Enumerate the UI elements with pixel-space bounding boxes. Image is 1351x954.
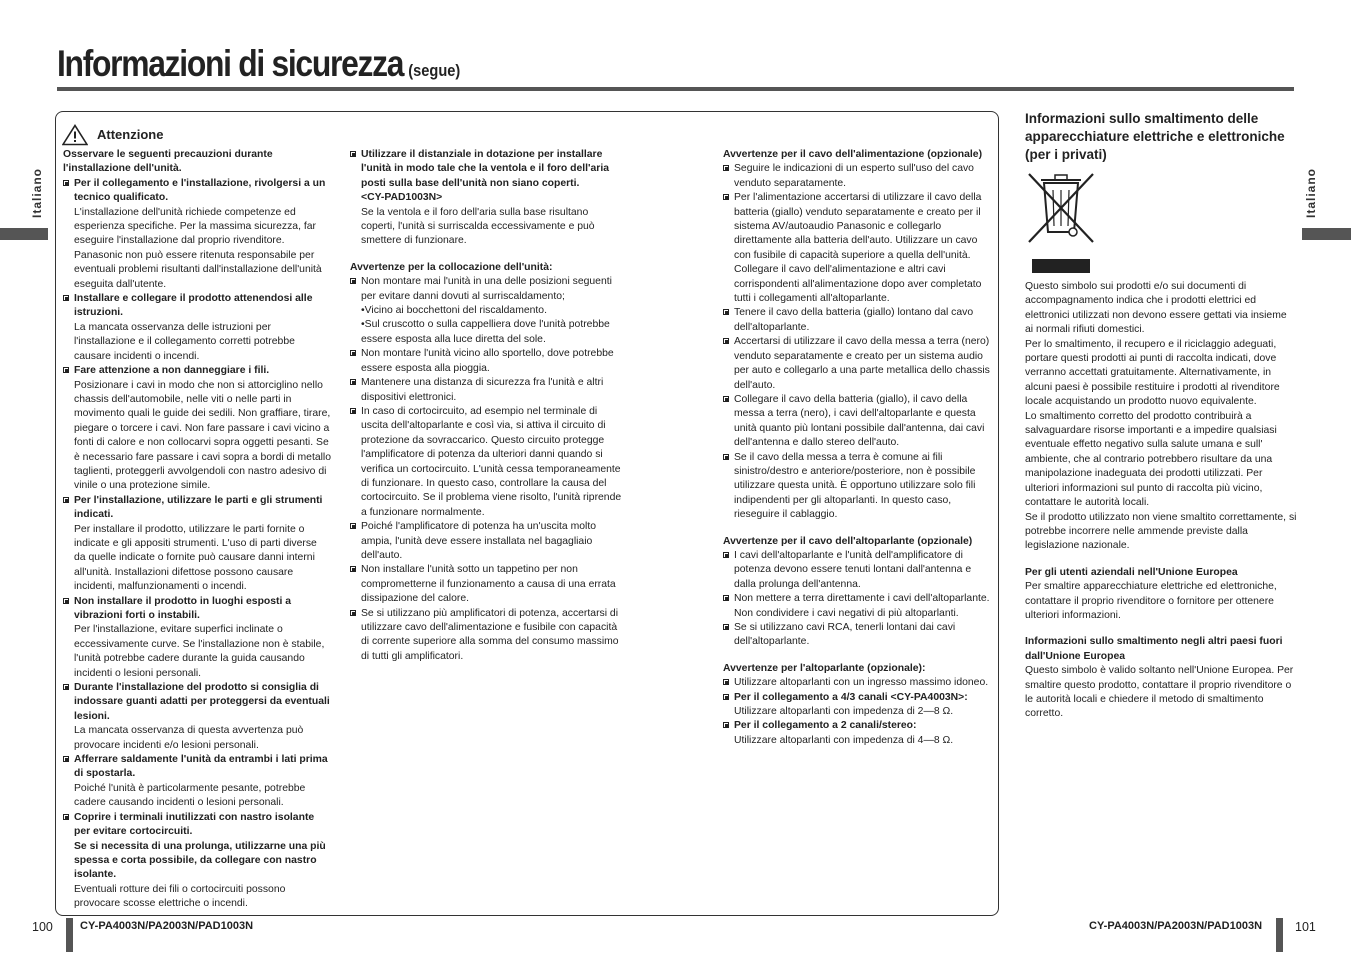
section-heading: Informazioni sullo smaltimento negli altri paesi fuori dall'Unione Europea (1025, 636, 1283, 662)
list-item-body: Se la ventola e il foro dell'aria sulla base risultano coperti, l'unità si surriscalda eccessivamente e può smettere di funzionare. (361, 206, 595, 247)
checkbox-bullet-icon (63, 756, 69, 762)
list-item-body: Poiché l'unità è particolarmente pesante, potrebbe cadere causando incidenti o lesioni personali. (74, 782, 306, 809)
checkbox-bullet-icon (723, 454, 729, 460)
list-item-text: Poiché l'amplificatore di potenza ha un'uscita molto ampia, l'unità deve essere installata nel bagagliaio dell'auto. (361, 521, 597, 561)
list-item (723, 691, 995, 720)
checkbox-bullet-icon (350, 278, 356, 284)
list-item (350, 563, 622, 606)
spacer (723, 523, 995, 535)
list-item-text: In caso di cortocircuito, ad esempio nel terminale di uscita dell'altoparlante e così via, si attiva il circuito di protezione da sovraccarico. Questo circuito protegge l'amplificatore di potenza da ulteriori danni quando si verifica un cortocircuito. L'unità cessa temporaneamente di funzionare. In questo caso, controllare la causa del cortocircuito. Se il problema viene risolto, l'unità riprende a funzionare normalmente. (361, 405, 622, 518)
list-item (350, 520, 622, 563)
list-item-heading: Per il collegamento a 4/3 canali <CY-PA4003N>: (734, 691, 968, 703)
list-item (63, 753, 331, 811)
page-number-right: 101 (1295, 920, 1316, 934)
list-item (723, 306, 995, 335)
list-item (350, 347, 622, 376)
list-item-heading: Utilizzare il distanziale in dotazione per installare l'unità in modo tale che la ventola e il foro dell'aria posti sulla base dell'unità non siano coperti. (361, 149, 610, 189)
list-item-text: Non montare l'unità vicino allo sportello, dove potrebbe essere esposta alla pioggia. (361, 348, 614, 374)
list-item (723, 335, 995, 393)
list-item-heading: <CY-PAD1003N> (361, 192, 443, 204)
list-item-text: Mantenere una distanza di sicurezza fra l'unità e altri dispositivi elettronici. (361, 377, 604, 403)
spacer (1025, 554, 1297, 566)
checkbox-bullet-icon (350, 566, 356, 572)
side-label-left: Italiano (30, 167, 44, 218)
checkbox-bullet-icon (350, 379, 356, 385)
list-item (63, 494, 331, 595)
list-item-text: Non montare mai l'unità in una delle posizioni seguenti per evitare danni dovuti al surriscaldamento; (361, 276, 612, 302)
checkbox-bullet-icon (63, 367, 69, 373)
page-number-left: 100 (32, 920, 53, 934)
list-item (723, 592, 995, 621)
list-item (723, 451, 995, 523)
checkbox-bullet-icon (723, 595, 729, 601)
list-item-heading: Installare e collegare il prodotto attenendosi alle istruzioni. (74, 293, 313, 319)
checkbox-bullet-icon (723, 679, 729, 685)
list-item-text: Accertarsi di utilizzare il cavo della messa a terra (nero) venduto separatamente e creato per un sistema audio per auto e collegarlo a una parte metallica dello chassis dell'auto. (734, 336, 990, 391)
list-item-heading: Non installare il prodotto in luoghi esposti a vibrazioni forti o instabili. (74, 595, 292, 621)
list-item-text: Se il cavo della messa a terra è comune ai fili sinistro/destro e anteriore/posteriore, non è possibile utilizzare questa unità. È opportuno utilizzare solo fili indipendenti per gli altoparlanti. In questo caso, rieseguire il cablaggio. (734, 451, 976, 521)
list-item-heading: Fare attenzione a non danneggiare i fili. (74, 365, 270, 377)
list-item-text: Collegare il cavo della batteria (giallo), il cavo della messa a terra (nero), i cavi dell'altoparlante e questa unità quanto più lontani possibile dall'antenna, dai cavi dell'antenna e dallo stereo dell'auto. (734, 393, 985, 449)
page-title-text: Informazioni di sicurezza (57, 43, 404, 84)
list-item-text: Non mettere a terra direttamente i cavi dell'altoparlante. Non condividere i cavi negativi di più altoparlanti. (734, 593, 990, 619)
list-item-body: Per l'installazione, evitare superfici inclinate o eccessivamente curve. Se l'installazione non è stabile, l'unità potrebbe cadere durante la guida causando incidenti o lesioni personali. (74, 624, 325, 679)
paragraph: Lo smaltimento corretto del prodotto contribuirà a salvaguardare risorse importanti e a impedire qualsiasi eventuale effetto negativo sulla salute umana e sull' ambiente, che al contrario potrebbero risultare da una manipolazione inadeguata dei prodotti utilizzati. Per ulteriori informazioni sul punto di raccolta più vicino, contattare le autorità locali. (1025, 410, 1277, 509)
title-rule (57, 87, 1294, 91)
footer-bar-left (66, 918, 73, 952)
list-item (723, 676, 995, 690)
list-item-heading: Afferrare saldamente l'unità da entrambi i lati prima di spostarla. (74, 754, 328, 780)
side-tab-right (1302, 228, 1351, 240)
checkbox-bullet-icon (350, 408, 356, 414)
spacer (350, 249, 622, 261)
disposal-heading: Informazioni sullo smaltimento delle apparecchiature elettriche e elettroniche (per i privati) (1025, 111, 1285, 162)
list-item-body: Utilizzare altoparlanti con impedenza di 4—8 Ω. (734, 734, 954, 746)
list-item-heading: Coprire i terminali inutilizzati con nastro isolante per evitare cortocircuiti. (74, 811, 315, 838)
spacer (723, 650, 995, 662)
list-item (350, 607, 622, 665)
list-item-body: Per installare il prodotto, utilizzare le parti fornite o indicate e gli appositi strumenti. L'uso di parti diverse da quelle indicate o fornite può causare danni interni all'unità. Installazioni difettose possono causare incidenti, malfunzionamenti o incendi. (74, 523, 317, 593)
section-heading: Avvertenze per il cavo dell'altoparlante (opzionale) (723, 535, 973, 547)
checkbox-bullet-icon (63, 814, 69, 820)
page-subtitle: (segue) (408, 61, 461, 80)
crossed-out-bin-icon (1025, 168, 1097, 246)
checkbox-bullet-icon (723, 552, 729, 558)
list-item (350, 148, 622, 249)
list-item (350, 405, 622, 520)
checkbox-bullet-icon (63, 684, 69, 690)
spacer (1025, 623, 1297, 635)
column-3 (723, 148, 995, 748)
section-heading: Avvertenze per l'altoparlante (opzionale): (723, 662, 926, 674)
section-heading: Osservare le seguenti precauzioni durante l'installazione dell'unità. (63, 149, 273, 175)
list-item (63, 681, 331, 753)
checkbox-bullet-icon (723, 722, 729, 728)
checkbox-bullet-icon (350, 350, 356, 356)
list-item-body: La mancata osservanza di questa avvertenza può provocare incidenti e/o lesioni personali. (74, 725, 304, 751)
model-left: CY-PA4003N/PA2003N/PAD1003N (80, 920, 254, 932)
list-item-body: Eventuali rotture dei fili o cortocircuiti possono provocare scosse elettriche o incendi. (74, 883, 286, 910)
list-item-text: Utilizzare altoparlanti con un ingresso massimo idoneo. (734, 677, 989, 689)
warning-triangle-icon (62, 124, 88, 146)
checkbox-bullet-icon (63, 295, 69, 301)
warning-label: Attenzione (97, 127, 164, 142)
column-1 (63, 148, 331, 912)
checkbox-bullet-icon (723, 194, 729, 200)
list-item-body: La mancata osservanza delle istruzioni per l'installazione e il collegamento corretti potrebbe causare incidenti o incendi. (74, 321, 295, 362)
list-item (723, 393, 995, 451)
list-item (723, 621, 995, 650)
list-item (723, 162, 995, 191)
list-item (723, 719, 995, 748)
section-heading: Per gli utenti aziendali nell'Unione Europea (1025, 566, 1238, 578)
model-right: CY-PA4003N/PA2003N/PAD1003N (1089, 920, 1263, 932)
checkbox-bullet-icon (63, 180, 69, 186)
side-label-right: Italiano (1304, 167, 1318, 218)
section-heading: Avvertenze per il cavo dell'alimentazione (opzionale) (723, 149, 983, 160)
list-item (723, 191, 995, 306)
weee-bar (1032, 259, 1090, 273)
list-item-heading: Per il collegamento a 2 canali/stereo: (734, 720, 917, 732)
list-item-text: Seguire le indicazioni di un esperto sull'uso del cavo venduto separatamente. (734, 163, 974, 189)
checkbox-bullet-icon (350, 523, 356, 529)
list-item-text: Se si utilizzano cavi RCA, tenerli lontani dai cavi dell'altoparlante. (734, 622, 956, 648)
disposal-text (1025, 280, 1297, 722)
checkbox-bullet-icon (723, 309, 729, 315)
footer-bar-right (1276, 918, 1283, 952)
list-item (63, 595, 331, 681)
list-item-heading: Per il collegamento e l'installazione, rivolgersi a un tecnico qualificato. (74, 177, 326, 204)
checkbox-bullet-icon (350, 610, 356, 616)
list-item-text: Tenere il cavo della batteria (giallo) lontano dal cavo dell'altoparlante. (734, 307, 974, 333)
list-item (63, 811, 331, 912)
page-title (57, 42, 460, 93)
paragraph: Per lo smaltimento, il recupero e il riciclaggio adeguati, portare questi prodotti ai punti di raccolta indicati, dove verranno accettati gratuitamente. Alternativamente, in alcuni paesi è possibile restituire i prodotti al rivenditore locale acquistando un prodotto nuovo equivalente. (1025, 338, 1280, 408)
list-item (723, 549, 995, 592)
list-item (63, 292, 331, 364)
list-item (63, 364, 331, 494)
list-item-text: Non installare l'unità sotto un tappetino per non comprometterne il funzionamento a causa di una errata dissipazione del calore. (361, 564, 616, 605)
list-item-body: L'installazione dell'unità richiede competenze ed esperienza specifiche. Per la massima sicurezza, far eseguire l'installazione dal proprio rivenditore. Panasonic non può essere ritenuta responsabile per eventuali problemi risultanti dall'installazione dell'unità eseguita dall'utente. (74, 206, 322, 290)
list-item (350, 275, 622, 304)
paragraph: Per smaltire apparecchiature elettriche ed elettroniche, contattare il proprio rivenditore o fornitore per ottenere ulteriori informazioni. (1025, 581, 1277, 621)
list-item (63, 177, 331, 292)
list-item-heading: Per l'installazione, utilizzare le parti e gli strumenti indicati. (74, 494, 323, 521)
list-item-body: Utilizzare altoparlanti con impedenza di 2—8 Ω. (734, 706, 954, 718)
checkbox-bullet-icon (723, 624, 729, 630)
warning-heading (62, 124, 164, 151)
list-item-heading: Durante l'installazione del prodotto si consiglia di indossare guanti adatti per proteggersi da eventuali lesioni. (74, 682, 330, 722)
bullet-item: • Vicino ai bocchettoni del riscaldamento. (350, 304, 622, 318)
checkbox-bullet-icon (63, 497, 69, 503)
list-item-heading: Se si necessita di una prolunga, utilizzarne una più spessa e corta possibile, da collegare con nastro isolante. (74, 840, 326, 881)
list-item (350, 376, 622, 405)
paragraph: Questo simbolo è valido soltanto nell'Unione Europea. Per smaltire questo prodotto, contattare il proprio rivenditore o le autorità locali e chiedere il metodo di smaltimento corretto. (1025, 665, 1294, 720)
checkbox-bullet-icon (723, 338, 729, 344)
checkbox-bullet-icon (723, 396, 729, 402)
checkbox-bullet-icon (350, 151, 356, 157)
paragraph: Questo simbolo sui prodotti e/o sui documenti di accompagnamento indica che i prodotti elettrici ed elettronici utilizzati non devono essere gettati via insieme ai normali rifiuti domestici. (1025, 281, 1287, 336)
paragraph: Se il prodotto utilizzato non viene smaltito correttamente, si potrebbe incorrere nelle ammende previste dalla legislazione nazionale. (1025, 511, 1297, 552)
list-item-text: Se si utilizzano più amplificatori di potenza, accertarsi di utilizzare cavo dell'alimentazione e fusibile con capacità di corrente superiore alla somma del consumo massimo di tutti gli amplificatori. (361, 607, 619, 662)
side-tab-left (0, 228, 48, 240)
bullet-item: • Sul cruscotto o sulla cappelliera dove l'unità potrebbe essere esposta alla luce diretta del sole. (350, 318, 622, 347)
list-item-text: Per l'alimentazione accertarsi di utilizzare il cavo della batteria (giallo) venduto separatamente e creato per il sistema AV/autoaudio Panasonic e collegarlo direttamente alla batteria dell'auto. Utilizzare un cavo con fusibile di capacità superiore a quella dell'unità. Collegare il cavo dell'alimentazione e altri cavi corrispondenti all'alimentazione dopo aver completato tutti i collegamenti all'altoparlante. (734, 192, 982, 305)
section-heading: Avvertenze per la collocazione dell'unità: (350, 261, 553, 273)
list-item-text: I cavi dell'altoparlante e l'unità dell'amplificatore di potenza devono essere tenuti lontani dall'antenna e dalla prolunga dell'antenna. (734, 549, 972, 590)
checkbox-bullet-icon (63, 598, 69, 604)
column-2 (350, 148, 622, 664)
list-item-body: Posizionare i cavi in modo che non si attorciglino nello chassis dell'automobile, nelle viti o nelle parti in movimento quali le guide dei sedili. Non graffiare, tirare, piegare o torcere i cavi. Non fare passare i cavi vicino a fonti di calore e non collocarvi sopra oggetti pesanti. Se è necessario fare passare i cavi sopra a bordi di metallo taglienti, proteggerli avvolgendoli con nastro adesivo di vinile o una protezione simile. (74, 379, 332, 492)
checkbox-bullet-icon (723, 165, 729, 171)
checkbox-bullet-icon (723, 694, 729, 700)
